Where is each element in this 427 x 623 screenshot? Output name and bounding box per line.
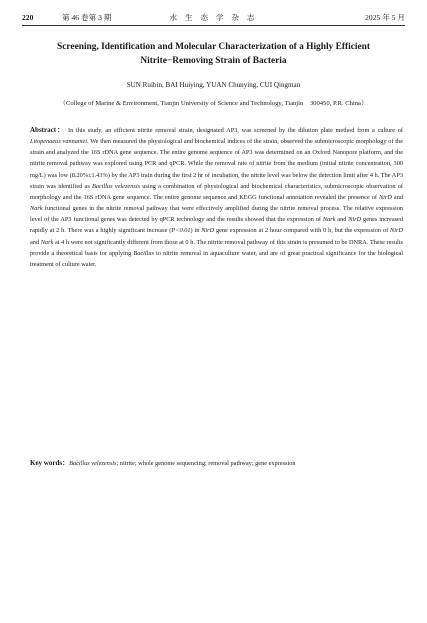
abstract-text: gene expression at 2 hour compared with 0 h, but the expression of [214, 227, 391, 235]
gene-name: Nark [322, 216, 336, 224]
abstract-text: using a combination of physiological and biochemical characteristics, submicroscopic observation of morphology and the 16S rDNA gene sequence. The entire genome sequence and KEGG functional annotation revealed the presence of [30, 182, 403, 201]
running-header [22, 11, 405, 26]
article-title [20, 40, 407, 68]
volume-issue: 第 46 卷第 3 期 [62, 13, 112, 22]
abstract-text: to nitrite removal in aquaculture water, and are of great practical significance for the biological treatment of culture water. [30, 249, 403, 268]
genus-name: Bacillus [133, 249, 154, 257]
gene-name: NirD [348, 216, 362, 224]
abstract-text: at 4 h were not significantly different from those at 0 h. The nitrite removal pathway of this strain is presumed to be DNRA. These results provide a theoretical basis for applying [30, 238, 403, 257]
gene-name: NirD [390, 227, 403, 235]
gene-name: Nark [30, 205, 43, 213]
affiliation: （College of Marine & Environment, Tianjin University of Science and Technology, Tianjin 300450, P.R. China） [59, 100, 368, 107]
abstract-text: and [335, 216, 349, 224]
species-name: Litopenaeus vannamei [30, 138, 88, 146]
abstract-text: functional genes in the nitrite removal pathway that were effectively amplified during the nitrite removal process. The relative expression level of the AP3 functional genes was detected by qPCR technology and the results showed that the expression of [30, 205, 403, 224]
gene-name: NirD [378, 193, 392, 201]
gene-name: NirD [201, 227, 215, 235]
issue-date: 2025 年 5 月 [365, 13, 405, 22]
abstract-label: Abstract： [30, 126, 66, 134]
abstract [30, 125, 403, 270]
keywords [30, 458, 403, 469]
species-name: Bacillus velezensis [92, 182, 141, 190]
gene-name: Nark [40, 238, 54, 246]
abstract-text: and [30, 238, 41, 246]
title-line-2: Nitrite−Removing Strain of Bacteria [140, 56, 287, 66]
abstract-text: In this study, an efficient nitrite removal strain, designated AP3, was screened by the dilution plate method from a culture of [65, 127, 403, 134]
keyword-species: Bacillus velezensis [69, 460, 117, 467]
abstract-text: genes increased rapidly at 2 h. There was a highly significant increase ( [30, 216, 404, 235]
abstract-text: ) in [190, 227, 202, 235]
author-list: SUN Ruibin, BAI Huiying, YUAN Chunying, CUI Qingman [126, 81, 301, 89]
keywords-text: ; nitrite; whole genome sequencing; removal pathway; gene expression [116, 460, 296, 467]
p-value: P<0.01 [171, 227, 191, 235]
journal-name: 水 生 态 学 杂 志 [169, 13, 258, 22]
abstract-paragraph [30, 125, 403, 270]
page-number: 220 [22, 13, 34, 22]
abstract-text: . We then measured the physiological and biochemical indices of the strain, observed the submicroscopic morphology of the strain and analyzed the 16S rDNA gene sequence. The entire genome sequence of AP3 was determined on an Oxford Nanopore platform, and the nitrite removal pathway was explored using PCR and qPCR. While the removal rate of nitrite from the medium (initial nitrite concentration, 300 mg/L) was low (8.20%±1.43%) by the AP3 train during the first 2 hr of incubation, the nitrite level was below the detection limit after 4 h. The AP3 strain was identified as [30, 138, 403, 190]
keywords-label: Key words： [30, 459, 70, 467]
abstract-text: and [391, 193, 403, 201]
title-line-1: Screening, Identification and Molecular Characterization of a Highly Efficient [57, 42, 370, 52]
